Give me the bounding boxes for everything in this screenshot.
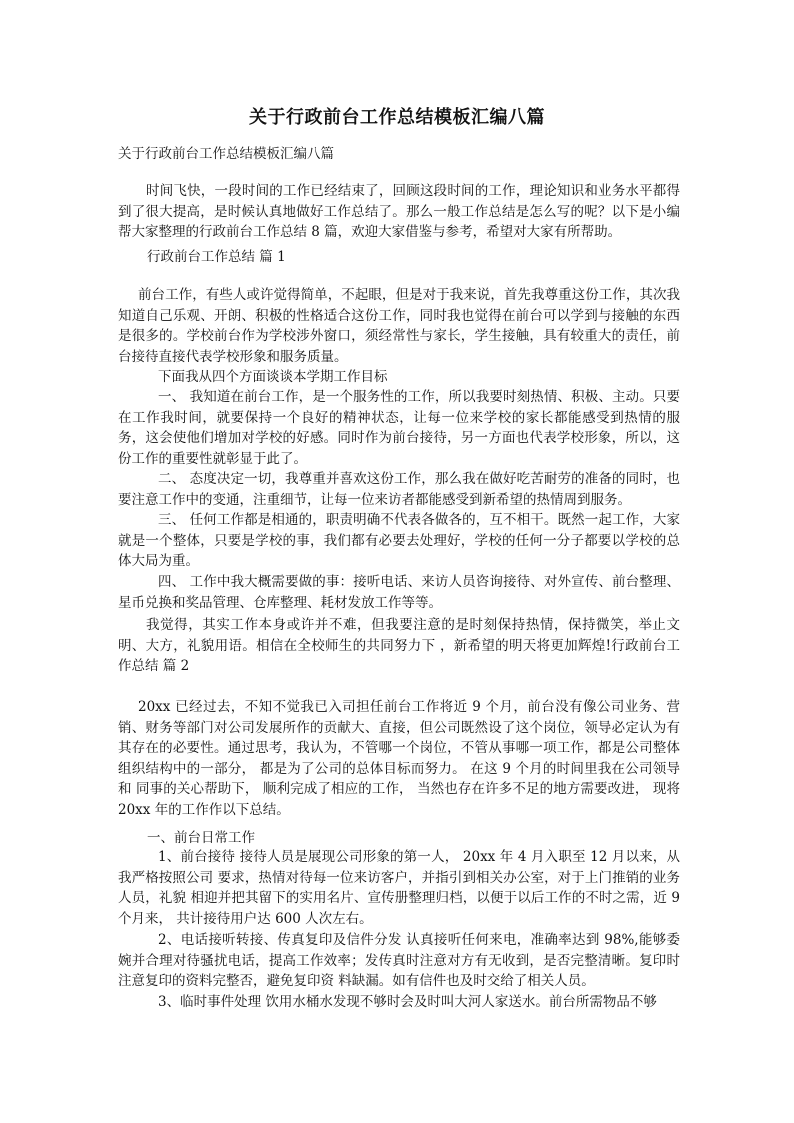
s2-paragraph-1: 20xx 已经过去，不知不觉我已入司担任前台工作将近 9 个月，前台没有像公司业务、营 销、财务等部门对公司发展所作的贡献大、直接，但公司既然设了这个岗位，领导必定认为有 其存在的必要性。通过思考，我认为，不管哪一个岗位，不管从事哪一项工作，都是公司整体 组织结构中的一部分， 都是为了公司的总体目标而努力。 在这 9 个月的时间里我在公司领导和 同事的关心帮助下， 顺利完成了相应的工作， 当然也存在许多不足的地方需要改进， 现将 20xx 年的工作作以下总结。 bbox=[118, 699, 680, 818]
s2-paragraph-3: 2、电话接听转接、传真复印及信件分发 认真接听任何来电，准确率达到 98%,能够委婉并合理对待骚扰电话，提高工作效率；发传真时注意对方有无收到，是否完整清晰。复印时注意复印的资料完整否，避免复印资 料缺漏。如有信件也及时交给了相关人员。 bbox=[118, 932, 680, 989]
s2-paragraph-4: 3、临时事件处理 饮用水桶水发现不够时会及时叫大河人家送水。前台所需物品不够 bbox=[158, 994, 657, 1010]
s1-paragraph-7: 我觉得，其实工作本身或许并不难，但我要注意的是时刻保持热情，保持微笑，举止文明、大方，礼貌用语。相信在全校师生的共同努力下 ，新希望的明天将更加辉煌!行政前台工作总结 篇 2 bbox=[118, 617, 680, 674]
s1-paragraph-2: 下面我从四个方面谈谈本学期工作目标 bbox=[158, 369, 388, 385]
s1-paragraph-4: 二、 态度决定一切，我尊重并喜欢这份工作，那么我在做好吃苦耐劳的准备的同时，也要注意工作中的变通，注重细节，让每一位来访者都能感受到新希望的热情周到服务。 bbox=[118, 471, 680, 508]
s1-paragraph-3: 一、 我知道在前台工作，是一个服务性的工作，所以我要时刻热情、积极、主动。只要在工作我时间，就要保持一个良好的精神状态，让每一位来学校的家长都能感受到热情的服务，这会使他们增加对学校的好感。同时作为前台接待，另一方面也代表学校形象，所以，这份工作的重要性就彰显于此了。 bbox=[118, 389, 680, 467]
s1-paragraph-6: 四、 工作中我大概需要做的事：接听电话、来访人员咨询接待、对外宣传、前台整理、星币兑换和奖品管理、仓库整理、耗材发放工作等等。 bbox=[118, 574, 680, 611]
s1-paragraph-1: 前台工作，有些人或许觉得简单，不起眼，但是对于我来说，首先我尊重这份工作，其次我知道自己乐观、开朗、积极的性格适合这份工作，同时我也觉得在前台可以学到与接触的东西是很多的。学校前台作为学校涉外窗口，须经常性与家长，学生接触，具有较重大的责任，前台接待直接代表学校形象和服务质量。 bbox=[118, 287, 680, 365]
intro-paragraph: 时间飞快，一段时间的工作已经结束了，回顾这段时间的工作，理论知识和业务水平都得到了很大提高，是时候认真地做好工作总结了。那么一般工作总结是怎么写的呢？以下是小编帮大家整理的行政前台工作总结 8 篇，欢迎大家借鉴与参考，希望对大家有所帮助。 bbox=[118, 183, 680, 240]
section1-heading: 行政前台工作总结 篇 1 bbox=[147, 249, 286, 265]
s2-paragraph-2: 1、前台接待 接待人员是展现公司形象的第一人， 20xx 年 4 月入职至 12 月以来，从 我严格按照公司 要求，热情对待每一位来访客户，并指引到相关办公室，对于上门推销的业务人员，礼貌 相迎并把其留下的实用名片、宣传册整理归档，以便于以后工作的不时之需，近 9 个月来， 共计接待用户达 600 人次左右。 bbox=[118, 849, 680, 927]
document-title: 关于行政前台工作总结模板汇编八篇 bbox=[249, 107, 545, 128]
s2-heading-1: 一、前台日常工作 bbox=[147, 830, 255, 846]
document-subtitle: 关于行政前台工作总结模板汇编八篇 bbox=[118, 146, 334, 162]
s1-paragraph-5: 三、 任何工作都是相通的，职责明确不代表各做各的，互不相干。既然一起工作，大家就是一个整体，只要是学校的事，我们都有必要去处理好，学校的任何一分子都要以学校的总体大局为重。 bbox=[118, 512, 680, 569]
